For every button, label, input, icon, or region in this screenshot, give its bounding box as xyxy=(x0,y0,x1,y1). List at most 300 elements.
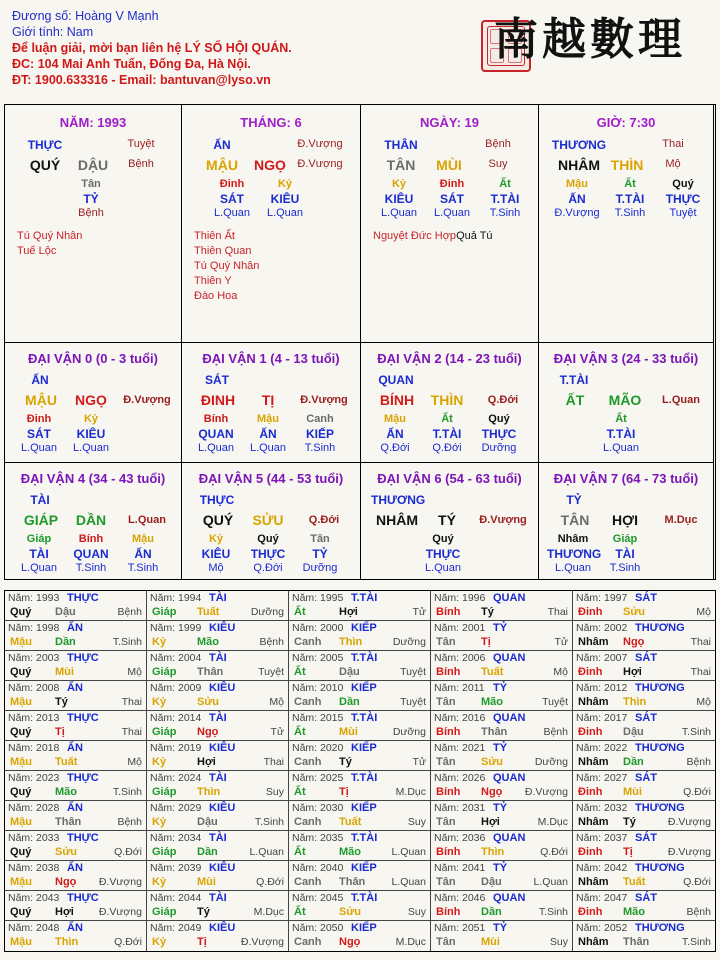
year-god: THƯƠNG xyxy=(635,742,685,754)
year-stage: Mộ xyxy=(696,606,711,618)
hidden-stem: Đinh xyxy=(439,178,465,190)
dai-van-hidden-stage: Q.Đới xyxy=(432,442,462,454)
year-stage: M.Dục xyxy=(253,906,284,918)
dai-van-god: THỰC xyxy=(199,493,235,507)
year-branch: Dậu xyxy=(339,666,360,678)
hidden-stage: Bệnh xyxy=(78,207,104,219)
year-god: THƯƠNG xyxy=(635,802,685,814)
year-cell xyxy=(5,921,147,951)
year-god: THƯƠNG xyxy=(635,862,685,874)
year-cell xyxy=(5,831,147,861)
dai-van-cell-3 xyxy=(539,343,714,463)
year-label: Năm: 2050 xyxy=(292,922,344,934)
year-branch: Dần xyxy=(55,636,76,648)
year-cell xyxy=(573,711,715,741)
year-label: Năm: 2046 xyxy=(434,892,486,904)
dai-van-hidden-stage: L.Quan xyxy=(249,442,287,454)
year-label: Năm: 2014 xyxy=(150,712,202,724)
dai-van-stage: L.Quan xyxy=(662,394,700,406)
year-label: Năm: 2024 xyxy=(150,772,202,784)
star-name: Thiên Ất xyxy=(194,230,235,242)
year-label: Năm: 2033 xyxy=(8,832,60,844)
year-label: Năm: 2004 xyxy=(150,652,202,664)
year-cell xyxy=(147,801,289,831)
year-stage: T.Sinh xyxy=(254,816,284,828)
year-branch: Mão xyxy=(55,786,77,798)
pillar-cell-2 xyxy=(361,105,539,343)
year-cell xyxy=(5,681,147,711)
year-branch: Mão xyxy=(339,846,361,858)
year-label: Năm: 2009 xyxy=(150,682,202,694)
year-branch: Sửu xyxy=(623,606,646,618)
year-stem: Quý xyxy=(10,606,32,618)
year-branch: Dần xyxy=(197,846,218,858)
gender-line xyxy=(12,24,472,40)
year-stage: Q.Đới xyxy=(114,846,142,858)
year-stem: Mậu xyxy=(10,636,32,648)
year-god: THỰC xyxy=(67,892,99,904)
year-stem: Tân xyxy=(436,636,456,648)
dai-van-stem: GIÁP xyxy=(23,512,59,528)
year-branch: Hợi xyxy=(339,606,358,618)
year-stage: Thai xyxy=(547,606,568,618)
year-stem: Giáp xyxy=(152,606,177,618)
year-stage: Tử xyxy=(554,636,568,648)
dai-van-hidden-god: THƯƠNG xyxy=(547,547,602,561)
year-cell xyxy=(573,861,715,891)
year-cell xyxy=(5,621,147,651)
year-branch: Ngọ xyxy=(197,726,219,738)
earthly-branch: MÙI xyxy=(436,157,462,173)
year-stage: Suy xyxy=(549,936,568,948)
year-stage: Suy xyxy=(265,786,284,798)
hidden-stage: Đ.Vượng xyxy=(554,207,600,219)
dai-van-title: ĐẠI VẬN 2 (14 - 23 tuổi) xyxy=(377,351,522,366)
dai-van-hidden-god: TÀI xyxy=(29,547,49,561)
dai-van-hidden-stage: L.Quan xyxy=(72,442,110,454)
stem-god: THƯƠNG xyxy=(551,138,607,152)
year-label: Năm: 2035 xyxy=(292,832,344,844)
year-cell xyxy=(147,711,289,741)
year-cell xyxy=(5,591,147,621)
year-cell xyxy=(289,711,431,741)
chart-grid xyxy=(4,104,716,580)
dai-van-god: T.TÀI xyxy=(559,373,589,387)
pillar-cell-1 xyxy=(182,105,361,343)
year-label: Năm: 2010 xyxy=(292,682,344,694)
year-god: KIẾP xyxy=(351,802,377,814)
year-cell xyxy=(147,891,289,921)
dai-van-hidden-stage: T.Sinh xyxy=(609,562,641,574)
year-stem: Tân xyxy=(436,876,456,888)
dai-van-hidden-god: THỰC xyxy=(250,547,286,561)
owner-label: Đương số: xyxy=(12,9,72,23)
year-branch: Hợi xyxy=(623,666,642,678)
branch-stage: Suy xyxy=(488,158,508,170)
year-stage: Tử xyxy=(412,756,426,768)
year-cell xyxy=(5,711,147,741)
dai-van-hidden-stem: Canh xyxy=(306,413,334,425)
year-branch: Dậu xyxy=(197,816,218,828)
dai-van-god: ẤN xyxy=(31,373,49,387)
year-branch: Ngọ xyxy=(55,876,77,888)
year-label: Năm: 2036 xyxy=(434,832,486,844)
year-stage: Thai xyxy=(690,666,711,678)
year-stage: Suy xyxy=(407,906,426,918)
year-label: Năm: 2034 xyxy=(150,832,202,844)
year-label: Năm: 2048 xyxy=(8,922,60,934)
year-god: SÁT xyxy=(635,592,657,604)
year-branch: Dậu xyxy=(481,876,502,888)
year-stem: Đinh xyxy=(578,606,603,618)
year-label: Năm: 2016 xyxy=(434,712,486,724)
hidden-stem: Đinh xyxy=(219,178,245,190)
branch-god-stage: Tuyệt xyxy=(127,138,155,150)
year-branch: Thìn xyxy=(623,696,647,708)
hidden-god: T.TÀI xyxy=(490,192,520,206)
year-god: TÀI xyxy=(209,892,227,904)
hidden-stem: Tân xyxy=(81,178,101,190)
year-branch: Tị xyxy=(481,636,491,648)
year-stem: Mậu xyxy=(10,816,32,828)
dai-van-stem: TÂN xyxy=(560,512,590,528)
year-stem: Canh xyxy=(294,816,322,828)
earthly-branch: THÌN xyxy=(610,157,644,173)
year-cell xyxy=(289,831,431,861)
year-stem: Đinh xyxy=(578,846,603,858)
branch-god-stage: Đ.Vượng xyxy=(297,138,343,150)
hidden-stem: Mậu xyxy=(566,178,588,190)
year-stage: Q.Đới xyxy=(540,846,568,858)
year-god: T.TÀI xyxy=(351,652,378,664)
year-god: KIẾP xyxy=(351,682,377,694)
year-stem: Ất xyxy=(294,666,306,678)
year-cell xyxy=(573,741,715,771)
star-name: Tuế Lộc xyxy=(17,245,57,257)
year-god: THƯƠNG xyxy=(635,922,685,934)
year-stage: Đ.Vượng xyxy=(667,816,711,828)
year-branch: Thân xyxy=(55,816,82,828)
year-stage: Suy xyxy=(407,816,426,828)
year-stem: Canh xyxy=(294,876,322,888)
year-branch: Thìn xyxy=(55,936,79,948)
year-branch: Mão xyxy=(481,696,503,708)
year-stage: Tử xyxy=(270,726,284,738)
dai-van-hidden-stem: Giáp xyxy=(26,533,52,545)
year-label: Năm: 2027 xyxy=(576,772,628,784)
year-cell xyxy=(431,771,573,801)
dai-van-branch: TÝ xyxy=(438,512,456,528)
year-branch: Tuất xyxy=(623,876,646,888)
year-branch: Thìn xyxy=(339,636,363,648)
year-god: THƯƠNG xyxy=(635,682,685,694)
year-stem: Nhâm xyxy=(578,696,609,708)
contact-phone-email[interactable]: ĐT: 1900.633316 - Email: bantuvan@lyso.vn xyxy=(12,73,271,87)
dai-van-branch: HỢI xyxy=(612,512,638,528)
branch-stage: Mộ xyxy=(665,158,681,170)
year-stem: Ất xyxy=(294,606,306,618)
year-stem: Kỷ xyxy=(152,816,167,828)
annual-luck-table xyxy=(4,590,716,952)
year-label: Năm: 2020 xyxy=(292,742,344,754)
year-stage: Mộ xyxy=(269,696,284,708)
year-god: ẤN xyxy=(67,682,83,694)
dai-van-god: THƯƠNG xyxy=(371,493,426,507)
year-label: Năm: 1994 xyxy=(150,592,202,604)
stars-list xyxy=(17,229,82,259)
year-label: Năm: 2000 xyxy=(292,622,344,634)
year-cell xyxy=(431,891,573,921)
dai-van-hidden-stem: Tân xyxy=(310,533,330,545)
dai-van-hidden-stem: Bính xyxy=(203,413,229,425)
year-branch: Tý xyxy=(481,606,494,618)
year-stem: Tân xyxy=(436,696,456,708)
year-god: ẤN xyxy=(67,862,83,874)
year-god: THỰC xyxy=(67,832,99,844)
year-god: SÁT xyxy=(635,772,657,784)
year-god: QUAN xyxy=(493,652,526,664)
year-stage: Tử xyxy=(412,606,426,618)
dai-van-hidden-stage: L.Quan xyxy=(554,562,592,574)
dai-van-hidden-stage: T.Sinh xyxy=(75,562,107,574)
pillar-title: NGÀY: 19 xyxy=(420,115,479,130)
year-stage: Thai xyxy=(121,696,142,708)
dai-van-hidden-stage: Q.Đới xyxy=(253,562,283,574)
year-stem: Quý xyxy=(10,666,32,678)
dai-van-hidden-stage: Dưỡng xyxy=(481,442,517,454)
year-cell xyxy=(147,921,289,951)
pillar-title: NĂM: 1993 xyxy=(59,115,127,130)
dai-van-god: QUAN xyxy=(378,373,414,387)
stem-god: THÂN xyxy=(384,138,418,152)
year-cell xyxy=(5,801,147,831)
year-stem: Quý xyxy=(10,726,32,738)
dai-van-hidden-god: SÁT xyxy=(27,427,51,441)
year-label: Năm: 2051 xyxy=(434,922,486,934)
year-stage: M.Dục xyxy=(395,786,426,798)
year-god: T.TÀI xyxy=(351,772,378,784)
dai-van-title: ĐẠI VẬN 7 (64 - 73 tuổi) xyxy=(553,471,699,486)
year-stem: Nhâm xyxy=(578,816,609,828)
dai-van-hidden-stage: L.Quan xyxy=(20,442,58,454)
year-label: Năm: 2017 xyxy=(576,712,628,724)
hidden-god: KIÊU xyxy=(270,192,300,206)
pillar-cell-3 xyxy=(539,105,714,343)
dai-van-cell-2 xyxy=(361,343,539,463)
year-label: Năm: 1998 xyxy=(8,622,60,634)
year-stem: Giáp xyxy=(152,726,177,738)
dai-van-hidden-stage: Mộ xyxy=(208,562,224,574)
year-stage: M.Dục xyxy=(537,816,568,828)
year-branch: Dậu xyxy=(55,606,76,618)
heavenly-stem: TÂN xyxy=(386,157,416,173)
year-god: TÀI xyxy=(209,712,227,724)
dai-van-stage: L.Quan xyxy=(128,514,166,526)
dai-van-stage: M.Dục xyxy=(664,514,698,526)
year-stem: Nhâm xyxy=(578,756,609,768)
year-cell xyxy=(289,801,431,831)
dai-van-hidden-stem: Ất xyxy=(441,413,453,425)
year-label: Năm: 2041 xyxy=(434,862,486,874)
year-god: QUAN xyxy=(493,892,526,904)
dai-van-hidden-god: ẤN xyxy=(386,427,404,441)
year-god: KIÊU xyxy=(209,922,236,934)
dai-van-god: SÁT xyxy=(205,373,229,387)
year-stage: Bệnh xyxy=(117,816,142,828)
year-stem: Đinh xyxy=(578,666,603,678)
heavenly-stem: QUÝ xyxy=(29,157,61,173)
pillar-cell-0 xyxy=(5,105,182,343)
year-stem: Đinh xyxy=(578,906,603,918)
year-stem: Nhâm xyxy=(578,876,609,888)
year-stem: Giáp xyxy=(152,666,177,678)
hidden-god: TỶ xyxy=(83,192,99,206)
year-label: Năm: 2037 xyxy=(576,832,628,844)
year-stage: Bệnh xyxy=(117,606,142,618)
dai-van-cell-5 xyxy=(182,463,361,580)
year-cell xyxy=(147,861,289,891)
year-stem: Bính xyxy=(436,786,461,798)
year-stem: Mậu xyxy=(10,756,32,768)
year-label: Năm: 2029 xyxy=(150,802,202,814)
year-stem: Tân xyxy=(436,936,456,948)
year-god: KIÊU xyxy=(209,622,236,634)
year-stage: Mộ xyxy=(696,696,711,708)
header xyxy=(12,8,472,88)
dai-van-branch: DẦN xyxy=(75,512,107,528)
year-stage: Tuyệt xyxy=(542,696,568,708)
year-branch: Tý xyxy=(55,696,68,708)
dai-van-title: ĐẠI VẬN 5 (44 - 53 tuổi) xyxy=(198,471,344,486)
year-stage: Đ.Vượng xyxy=(667,846,711,858)
year-god: TỶ xyxy=(493,802,508,814)
hidden-stage: L.Quan xyxy=(213,207,251,219)
year-branch: Thân xyxy=(197,666,224,678)
year-branch: Tuất xyxy=(339,816,362,828)
year-branch: Tuất xyxy=(55,756,78,768)
year-stage: Bệnh xyxy=(259,636,284,648)
year-cell xyxy=(431,921,573,951)
year-stage: Dưỡng xyxy=(392,636,426,648)
hidden-stage: L.Quan xyxy=(266,207,304,219)
dai-van-hidden-god: T.TÀI xyxy=(606,427,636,441)
year-label: Năm: 1996 xyxy=(434,592,486,604)
year-branch: Ngọ xyxy=(481,786,503,798)
year-stage: T.Sinh xyxy=(538,906,568,918)
year-label: Năm: 2028 xyxy=(8,802,60,814)
hidden-stem: Ất xyxy=(499,178,511,190)
year-cell xyxy=(289,621,431,651)
year-label: Năm: 2005 xyxy=(292,652,344,664)
year-label: Năm: 2043 xyxy=(8,892,60,904)
hidden-stem: Kỷ xyxy=(277,178,293,190)
year-stage: Dưỡng xyxy=(250,606,284,618)
year-god: QUAN xyxy=(493,772,526,784)
hidden-stem: Quý xyxy=(672,178,694,190)
dai-van-hidden-stage: L.Quan xyxy=(20,562,58,574)
year-branch: Sửu xyxy=(339,906,362,918)
year-branch: Tuất xyxy=(481,666,504,678)
year-god: KIẾP xyxy=(351,622,377,634)
year-cell xyxy=(147,771,289,801)
year-god: TÀI xyxy=(209,592,227,604)
dai-van-branch: MÃO xyxy=(608,392,642,408)
year-branch: Ngọ xyxy=(339,936,361,948)
year-label: Năm: 2052 xyxy=(576,922,628,934)
year-stem: Kỷ xyxy=(152,696,167,708)
year-god: QUAN xyxy=(493,712,526,724)
year-stage: Thai xyxy=(690,636,711,648)
year-cell xyxy=(147,621,289,651)
hidden-god: SÁT xyxy=(440,192,464,206)
year-stem: Quý xyxy=(10,786,32,798)
dai-van-cell-6 xyxy=(361,463,539,580)
year-god: TỶ xyxy=(493,742,508,754)
contact-address: ĐC: 104 Mai Anh Tuấn, Đống Đa, Hà Nội. xyxy=(12,57,251,71)
year-cell xyxy=(573,891,715,921)
year-stage: T.Sinh xyxy=(112,636,142,648)
year-stem: Mậu xyxy=(10,936,32,948)
dai-van-title: ĐẠI VẬN 4 (34 - 43 tuổi) xyxy=(20,471,166,486)
year-stage: Q.Đới xyxy=(683,786,711,798)
year-stage: Thai xyxy=(263,756,284,768)
year-branch: Dần xyxy=(481,906,502,918)
dai-van-stem: BÍNH xyxy=(379,392,415,408)
dai-van-hidden-stem: Quý xyxy=(488,413,510,425)
year-cell xyxy=(573,771,715,801)
year-branch: Tý xyxy=(339,756,352,768)
heavenly-stem: MẬU xyxy=(206,157,238,173)
stem-god: THỰC xyxy=(27,138,63,152)
year-branch: Mùi xyxy=(197,876,216,888)
year-god: TÀI xyxy=(209,652,227,664)
year-stem: Bính xyxy=(436,726,461,738)
year-cell xyxy=(147,831,289,861)
year-label: Năm: 2018 xyxy=(8,742,60,754)
year-stage: L.Quan xyxy=(533,876,568,888)
dai-van-title: ĐẠI VẬN 0 (0 - 3 tuổi) xyxy=(27,351,158,366)
year-label: Năm: 2001 xyxy=(434,622,486,634)
year-cell xyxy=(5,861,147,891)
year-branch: Tuất xyxy=(197,606,220,618)
dai-van-title: ĐẠI VẬN 6 (54 - 63 tuổi) xyxy=(377,471,522,486)
dai-van-hidden-god: KIẾP xyxy=(305,427,334,441)
star-name: Nguyệt Đức Hợp xyxy=(373,230,457,242)
year-label: Năm: 2038 xyxy=(8,862,60,874)
year-god: T.TÀI xyxy=(351,592,378,604)
year-cell xyxy=(147,591,289,621)
year-stem: Tân xyxy=(436,756,456,768)
year-label: Năm: 2008 xyxy=(8,682,60,694)
star-name: Quả Tú xyxy=(456,230,493,242)
earthly-branch: DẬU xyxy=(77,157,109,173)
hidden-stage: L.Quan xyxy=(380,207,418,219)
year-cell xyxy=(431,651,573,681)
hidden-stage: Tuyệt xyxy=(669,207,697,219)
year-stem: Canh xyxy=(294,636,322,648)
year-stage: Đ.Vượng xyxy=(98,906,142,918)
year-cell xyxy=(289,681,431,711)
year-cell xyxy=(289,651,431,681)
year-stem: Bính xyxy=(436,906,461,918)
year-branch: Dần xyxy=(623,756,644,768)
year-god: THỰC xyxy=(67,652,99,664)
year-god: KIẾP xyxy=(351,862,377,874)
year-god: T.TÀI xyxy=(351,712,378,724)
year-stage: Đ.Vượng xyxy=(240,936,284,948)
pillar-title: THÁNG: 6 xyxy=(240,115,302,130)
dai-van-hidden-god: QUAN xyxy=(73,547,109,561)
